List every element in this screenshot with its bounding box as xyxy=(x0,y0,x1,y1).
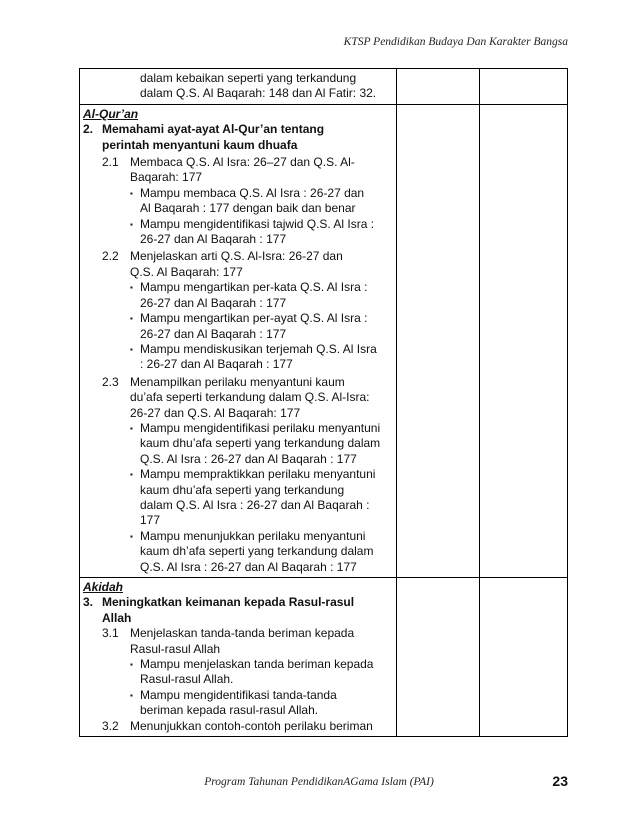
bullet-icon: ▪ xyxy=(130,314,133,324)
empty-cell xyxy=(480,104,568,577)
section-title: Akidah xyxy=(83,580,124,594)
bullet-item xyxy=(83,186,394,217)
sub-number: 3.2 xyxy=(102,718,119,733)
text-line: Menunjukkan contoh-contoh perilaku beriman xyxy=(130,718,373,733)
text-line: Rasul-rasul Allah. xyxy=(140,672,234,687)
text-line: Menampilkan perilaku menyantuni kaum xyxy=(130,374,345,389)
sub-number: 2.1 xyxy=(102,155,119,170)
bullet-item xyxy=(83,421,394,467)
bullet-item xyxy=(83,688,394,719)
text-line: kaum dhu’afa seperti yang terkandung dalam xyxy=(140,436,381,451)
text-line: Membaca Q.S. Al Isra: 26–27 dan Q.S. Al- xyxy=(130,155,355,170)
competency-heading xyxy=(83,122,394,153)
competency-heading xyxy=(83,595,394,626)
text-line: kaum dhu’afa seperti yang terkandung xyxy=(140,482,345,497)
text-line: Q.S. Al Isra : 26-27 dan Al Baqarah : 177 xyxy=(140,451,357,466)
bullet-item xyxy=(83,280,394,311)
text-line: 26-27 dan Al Baqarah : 177 xyxy=(140,326,287,341)
table-row xyxy=(80,578,568,737)
text-line: Baqarah: 177 xyxy=(130,170,203,185)
sub-competency xyxy=(83,155,394,186)
text-line: Al Baqarah : 177 dengan baik dan benar xyxy=(140,201,356,216)
text-line: Mampu membaca Q.S. Al Isra : 26-27 dan xyxy=(140,185,365,200)
text-line: Menjelaskan arti Q.S. Al-Isra: 26-27 dan xyxy=(130,249,343,264)
text-line: 26-27 dan Q.S. Al Baqarah: 177 xyxy=(130,405,301,420)
text-line: 26-27 dan Al Baqarah : 177 xyxy=(140,232,287,247)
text-line: Mampu mempraktikkan perilaku menyantuni xyxy=(140,467,376,482)
bullet-item xyxy=(83,657,394,688)
bullet-icon: ▪ xyxy=(130,344,133,354)
bullet-item xyxy=(83,311,394,342)
text-line: Rasul-rasul Allah xyxy=(130,641,221,656)
text-line: Q.S. Al Isra : 26-27 dan Al Baqarah : 177 xyxy=(140,559,357,574)
text-line: Mampu menjelaskan tanda beriman kepada xyxy=(140,657,374,672)
bullet-icon: ▪ xyxy=(130,283,133,293)
bullet-item xyxy=(83,217,394,248)
sub-number: 3.1 xyxy=(102,626,119,641)
sub-number: 2.3 xyxy=(102,374,119,389)
bullet-icon: ▪ xyxy=(130,660,133,670)
text-line: 177 xyxy=(140,513,161,528)
heading-number: 3. xyxy=(83,595,94,610)
text-line: : 26-27 dan Al Baqarah : 177 xyxy=(140,357,293,372)
empty-cell xyxy=(397,69,480,105)
bullet-icon: ▪ xyxy=(130,219,133,229)
bullet-icon: ▪ xyxy=(130,531,133,541)
text-line: dalam kebaikan seperti yang terkandung xyxy=(140,71,357,85)
heading-line: Allah xyxy=(102,610,132,625)
heading-line: Memahami ayat-ayat Al-Qur’an tentang xyxy=(102,122,325,137)
table-row xyxy=(80,104,568,577)
footer-title: Program Tahunan PendidikanAGama Islam (PAI) xyxy=(204,776,434,788)
text-line: Mampu mengidentifikasi perilaku menyantuni xyxy=(140,420,381,435)
sub-competency xyxy=(83,719,394,734)
sub-competency xyxy=(83,626,394,657)
heading-line: perintah menyantuni kaum dhuafa xyxy=(102,137,298,152)
bullet-icon: ▪ xyxy=(130,470,133,480)
section-title: Al-Qur’an xyxy=(83,106,139,121)
bullet-icon: ▪ xyxy=(130,423,133,433)
heading-line: Meningkatkan keimanan kepada Rasul-rasul xyxy=(102,595,355,610)
empty-cell xyxy=(397,578,480,737)
text-line: Mampu mengartikan per-ayat Q.S. Al Isra : xyxy=(140,311,368,326)
page-header: KTSP Pendidikan Budaya Dan Karakter Bangsa xyxy=(343,36,568,48)
page-number: 23 xyxy=(552,773,568,789)
text-line: Q.S. Al Baqarah: 177 xyxy=(130,264,243,279)
bullet-item xyxy=(83,467,394,529)
text-line: Menjelaskan tanda-tanda beriman kepada xyxy=(130,626,355,641)
text-line: Mampu mengidentifikasi tanda-tanda xyxy=(140,687,337,702)
sub-competency xyxy=(83,249,394,280)
text-line: beriman kepada rasul-rasul Allah. xyxy=(140,703,319,718)
text-line: Mampu menunjukkan perilaku menyantuni xyxy=(140,528,366,543)
empty-cell xyxy=(480,578,568,737)
text-line: kaum dh’afa seperti yang terkandung dalam xyxy=(140,544,374,559)
text-line: Mampu mendiskusikan terjemah Q.S. Al Isra xyxy=(140,341,377,356)
sub-number: 2.2 xyxy=(102,249,119,264)
text-line: 26-27 dan Al Baqarah : 177 xyxy=(140,295,287,310)
table-row xyxy=(80,69,568,105)
empty-cell xyxy=(480,69,568,105)
indicator-cell xyxy=(80,578,397,737)
heading-number: 2. xyxy=(83,122,94,137)
bullet-icon: ▪ xyxy=(130,188,133,198)
text-line: dalam Q.S. Al Isra : 26-27 dan Al Baqarah : xyxy=(140,497,370,512)
text-line: dalam Q.S. Al Baqarah: 148 dan Al Fatir: 32. xyxy=(140,86,377,101)
bullet-item xyxy=(83,342,394,373)
empty-cell xyxy=(397,104,480,577)
bullet-item xyxy=(83,529,394,575)
sub-competency xyxy=(83,375,394,421)
curriculum-table xyxy=(79,68,568,737)
text-line: du’afa seperti terkandung dalam Q.S. Al-Isra: xyxy=(130,390,370,405)
indicator-cell xyxy=(80,69,397,105)
text-line: Mampu mengidentifikasi tajwid Q.S. Al Isra : xyxy=(140,216,375,231)
bullet-icon: ▪ xyxy=(130,690,133,700)
text-line: Mampu mengartikan per-kata Q.S. Al Isra : xyxy=(140,280,368,295)
indicator-cell xyxy=(80,104,397,577)
